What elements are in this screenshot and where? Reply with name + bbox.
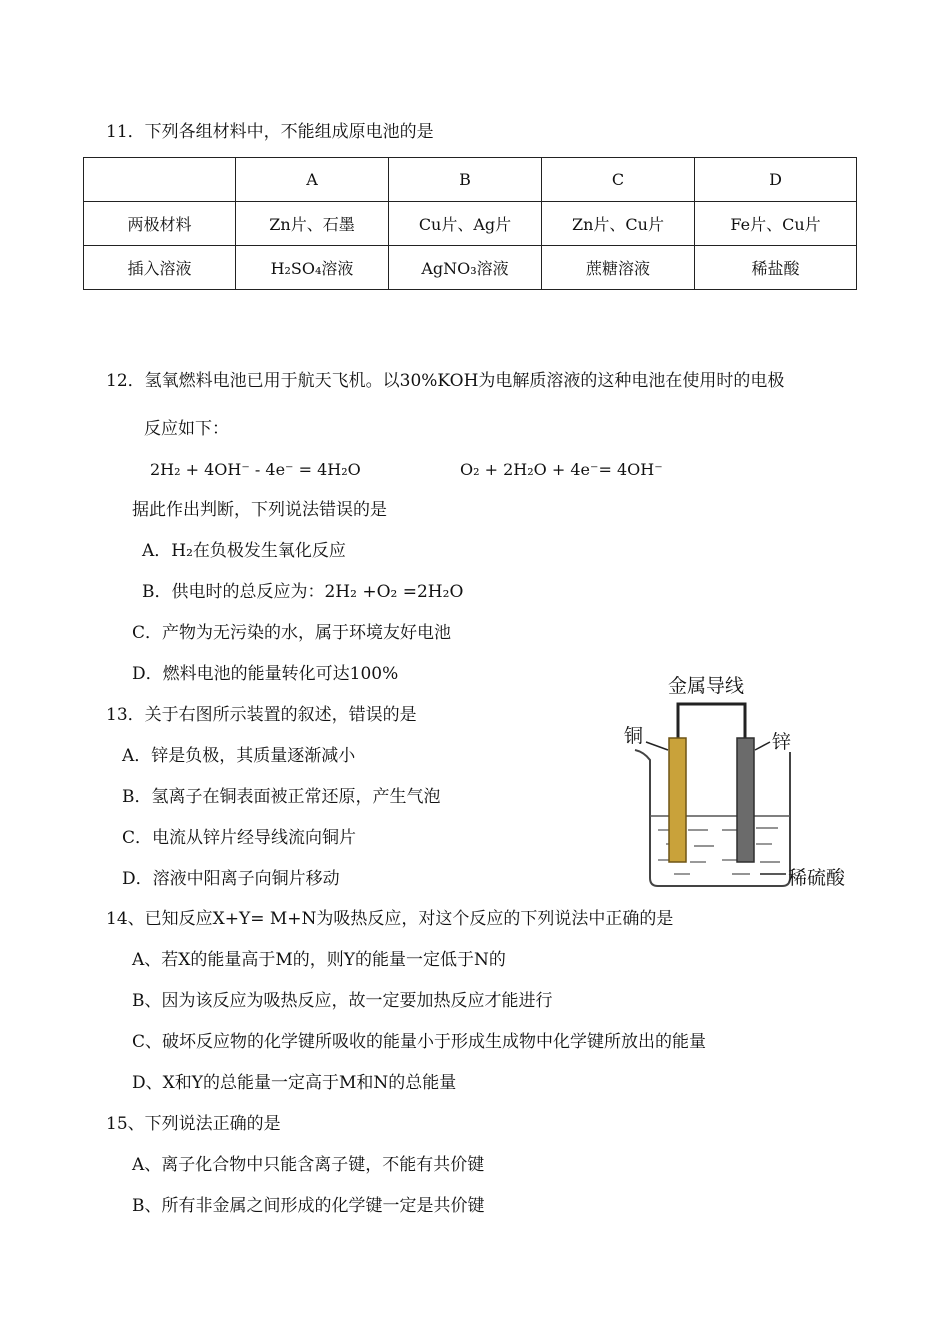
copper-pointer (646, 742, 668, 750)
table-cell: H₂SO₄溶液 (236, 246, 389, 290)
q12-equation-2: O₂ + 2H₂O + 4e⁻= 4OH⁻ (460, 460, 663, 479)
table-cell: Zn片、Cu片 (542, 202, 695, 246)
copper-label: 铜 (624, 725, 644, 747)
solution-label: 稀硫酸 (788, 867, 846, 889)
table-header-cell: A (236, 158, 389, 202)
table-header-cell: D (695, 158, 857, 202)
table-cell: Fe片、Cu片 (695, 202, 857, 246)
table-header-cell: B (389, 158, 542, 202)
q13-option-d: D．溶液中阳离子向铜片移动 (122, 869, 340, 889)
copper-electrode (669, 738, 686, 862)
q14-option-a: A、若X的能量高于M的，则Y的能量一定低于N的 (132, 950, 506, 970)
q13-option-c: C．电流从锌片经导线流向铜片 (122, 828, 357, 848)
q12-stem-line1: 12．氢氧燃料电池已用于航天飞机。以30%KOH为电解质溶液的这种电池在使用时的电极 (106, 371, 785, 391)
q12-equation-1: 2H₂ + 4OH⁻ - 4e⁻ = 4H₂O (150, 460, 361, 479)
table-header-cell: C (542, 158, 695, 202)
q12-prompt: 据此作出判断，下列说法错误的是 (132, 500, 387, 520)
table-cell: 稀盐酸 (695, 246, 857, 290)
table-row (84, 202, 857, 246)
table-row (84, 246, 857, 290)
row-label: 两极材料 (84, 202, 236, 246)
metal-wire (678, 704, 745, 738)
table-cell: AgNO₃溶液 (389, 246, 542, 290)
zinc-pointer (755, 742, 770, 750)
q13-stem: 13．关于右图所示装置的叙述，错误的是 (106, 705, 417, 725)
table-header-row (84, 158, 857, 202)
q15-stem: 15、下列说法正确的是 (106, 1114, 281, 1134)
table-cell: Cu片、Ag片 (389, 202, 542, 246)
q13-option-b: B．氢离子在铜表面被正常还原，产生气泡 (122, 787, 441, 807)
table-cell: Zn片、石墨 (236, 202, 389, 246)
zinc-electrode (737, 738, 754, 862)
row-label: 插入溶液 (84, 246, 236, 290)
q15-option-b: B、所有非金属之间形成的化学键一定是共价键 (132, 1196, 485, 1216)
zinc-label: 锌 (772, 731, 792, 753)
q11-table (83, 157, 857, 290)
table-cell: 蔗糖溶液 (542, 246, 695, 290)
q12-option-d: D．燃料电池的能量转化可达100% (132, 664, 399, 684)
q12-option-b: B．供电时的总反应为：2H₂ +O₂ =2H₂O (142, 582, 464, 602)
q14-option-c: C、破坏反应物的化学键所吸收的能量小于形成生成物中化学键所放出的能量 (132, 1032, 707, 1052)
table-header-cell (84, 158, 236, 202)
wire-label: 金属导线 (668, 675, 745, 697)
q15-option-a: A、离子化合物中只能含离子键，不能有共价键 (132, 1155, 485, 1175)
q14-stem: 14、已知反应X+Y= M+N为吸热反应，对这个反应的下列说法中正确的是 (106, 909, 674, 929)
q12-option-a: A．H₂在负极发生氧化反应 (142, 541, 346, 561)
q13-option-a: A．锌是负极，其质量逐渐减小 (122, 746, 356, 766)
q12-option-c: C．产物为无污染的水，属于环境友好电池 (132, 623, 452, 643)
galvanic-cell-figure (610, 668, 870, 898)
q14-option-b: B、因为该反应为吸热反应，故一定要加热反应才能进行 (132, 991, 553, 1011)
q14-option-d: D、X和Y的总能量一定高于M和N的总能量 (132, 1073, 457, 1093)
q11-stem: 11．下列各组材料中，不能组成原电池的是 (106, 122, 434, 142)
q12-stem-line2: 反应如下： (144, 419, 229, 439)
beaker (635, 750, 790, 886)
